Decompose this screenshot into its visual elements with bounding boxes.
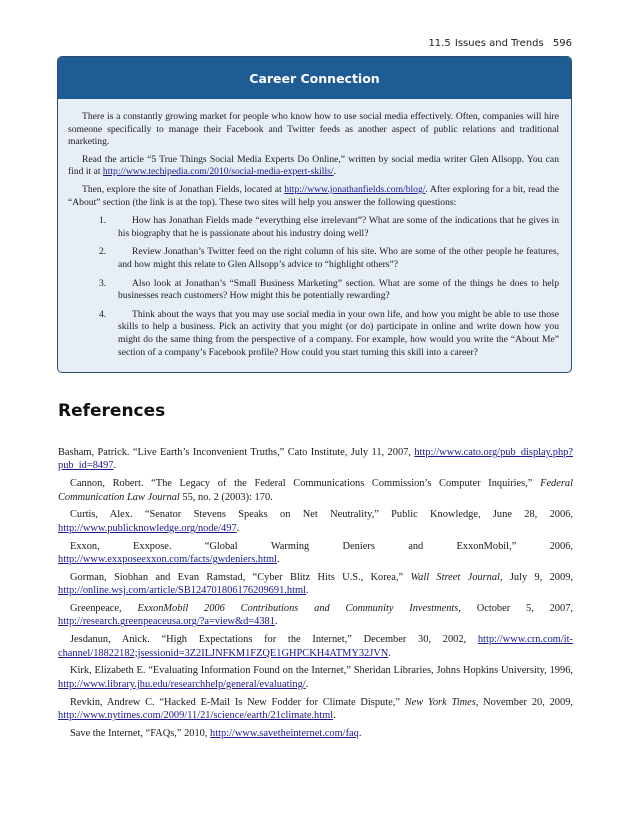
career-body — [58, 99, 571, 359]
career-title: Career Connection — [249, 70, 380, 86]
question-item — [68, 215, 559, 240]
reference-text: Kirk, Elizabeth E. “Evaluating Information Found on the Internet,” Sheridan Libraries, Johns Hopkins University, 1996, — [70, 665, 573, 677]
reference-title: New York Times — [404, 696, 476, 708]
reference-entry — [58, 446, 573, 473]
reference-entry — [58, 508, 573, 535]
career-paragraph-2 — [68, 154, 559, 179]
reference-end: . — [333, 710, 336, 722]
page-header — [428, 38, 572, 49]
section-title: Issues and Trends — [454, 38, 544, 49]
reference-text: Exxon, Exxpose. “Global Warming Deniers and ExxonMobil,” 2006, — [70, 540, 573, 552]
question-text: Review Jonathan’s Twitter feed on the right column of his site. Who are some of the other people he features, and how might this relate to Glen Allsopp’s advice to “highlight others”? — [118, 246, 559, 270]
reference-title: Wall Street Journal — [410, 571, 500, 583]
question-item — [68, 246, 559, 271]
reference-entry — [58, 664, 573, 691]
reference-text: Greenpeace, — [70, 603, 138, 615]
career-paragraph-2-text: Read the article “5 True Things Social Media Experts Do Online,” written by social media writer Glen Allsopp. You can find it at — [68, 153, 559, 178]
reference-details: , November 20, 2009, — [475, 696, 573, 708]
reference-link[interactable]: http://www.nytimes.com/2009/11/21/science/earth/21climate.html — [58, 710, 334, 722]
techipedia-link[interactable]: http://www.techipedia.com/2010/social-media-expert-skills/ — [102, 166, 334, 178]
reference-link[interactable]: http://online.wsj.com/article/SB124701806176209691.html — [58, 585, 306, 597]
reference-entry — [58, 477, 573, 504]
reference-end: . — [358, 727, 362, 739]
career-connection-box — [57, 56, 572, 373]
question-number: 2. — [99, 246, 107, 258]
career-paragraph-3-end: . After exploring for a bit, read the “About” section (the link is at the top). These two sites will help you answer the following questions: — [68, 183, 559, 208]
reference-text: Revkin, Andrew C. “Hacked E-Mail Is New Fodder for Climate Dispute,” — [70, 696, 405, 708]
career-title-bar — [58, 57, 571, 99]
reference-text: Basham, Patrick. “Live Earth’s Inconvenient Truths,” Cato Institute, July 11, 2007, — [58, 447, 415, 458]
references-list — [58, 446, 573, 745]
question-list — [68, 215, 559, 359]
reference-entry — [58, 727, 573, 740]
reference-details: , July 9, 2009, — [499, 571, 573, 583]
question-text: How has Jonathan Fields made “everything else irrelevant”? What are some of the indications that he gives in his biography that he is passionate about his industry doing well? — [118, 215, 559, 239]
question-number: 4. — [99, 308, 107, 320]
reference-details: , October 5, 2007, — [458, 603, 573, 615]
reference-text: Gorman, Siobhan and Evan Ramstad, “Cyber Blitz Hits U.S., Korea,” — [70, 571, 411, 583]
career-paragraph-2-end: . — [333, 166, 336, 178]
reference-link[interactable]: http://www.cato.org/pub_display.php?pub_id=8497 — [58, 447, 573, 472]
question-number: 1. — [99, 215, 107, 227]
question-item — [68, 278, 559, 303]
reference-entry — [58, 696, 573, 723]
reference-text: Curtis, Alex. “Senator Stevens Speaks on Net Neutrality,” Public Knowledge, June 28, 2006, — [70, 509, 573, 521]
question-item — [68, 309, 559, 359]
reference-text: Cannon, Robert. “The Legacy of the Federal Communications Commission’s Computer Inquiries,” — [70, 478, 541, 490]
reference-link[interactable]: http://www.savetheinternet.com/faq — [210, 727, 359, 739]
question-text: Think about the ways that you may use social media in your own life, and how you might be able to use those skills to help a business. Pick an activity that you might (or do) participate in online and write down how you might do the same thing from the perspective of a company. For example, how would you write the “About Me” section of a company’s Facebook profile? How could you start turning this skill into a career? — [118, 308, 559, 358]
reference-text: Save the Internet, “FAQs,” 2010, — [70, 727, 211, 739]
reference-entry — [58, 633, 573, 660]
reference-title: Federal Communication Law Journal — [58, 478, 573, 503]
page-number: 596 — [552, 38, 572, 49]
reference-link[interactable]: http://research.greenpeaceusa.org/?a=view&d=4381 — [58, 616, 275, 628]
reference-end: . — [274, 616, 278, 628]
reference-entry — [58, 602, 573, 629]
reference-end: . — [276, 554, 280, 566]
section-number: 11.5 — [428, 38, 451, 49]
reference-title: ExxonMobil 2006 Contributions and Community Investments — [137, 603, 459, 615]
reference-end: . — [113, 460, 117, 472]
reference-link[interactable]: http://www.crn.com/it-channel/18822182;jsessionid=3Z2ILJNFKM1FZQE1GHPCKH4ATMY32JVN — [58, 634, 573, 659]
reference-details: 55, no. 2 (2003): 170. — [179, 491, 273, 503]
reference-link[interactable]: http://www.publicknowledge.org/node/497 — [58, 522, 237, 534]
reference-link[interactable]: http://www.exxposeexxon.com/facts/gwdeniers.html — [58, 554, 277, 566]
reference-entry — [58, 540, 573, 567]
reference-end: . — [388, 647, 391, 659]
reference-end: . — [305, 678, 309, 690]
reference-end: . — [305, 585, 309, 597]
question-number: 3. — [99, 277, 107, 289]
question-text: Also look at Jonathan’s “Small Business Marketing” section. What are some of the things he does to help businesses reach customers? How might this be potentially rewarding? — [118, 277, 559, 302]
career-paragraph-3-text: Then, explore the site of Jonathan Fields, located at — [82, 183, 285, 195]
career-paragraph-3 — [68, 184, 559, 209]
reference-entry — [58, 571, 573, 598]
reference-link[interactable]: http://www.library.jhu.edu/researchhelp/general/evaluating/ — [58, 678, 306, 690]
career-paragraph-1: There is a constantly growing market for people who know how to use social media effectively. Often, companies will hire someone specifically to manage their Facebook and Twitter feeds as another aspect of public relations and traditional marketing. — [68, 111, 559, 148]
reference-end: . — [236, 522, 240, 534]
references-heading: References — [58, 401, 166, 421]
reference-text: Jesdanun, Anick. “High Expectations for the Internet,” December 30, 2002, — [70, 634, 478, 646]
jonathanfields-link[interactable]: http://www.jonathanfields.com/blog/ — [284, 183, 426, 195]
